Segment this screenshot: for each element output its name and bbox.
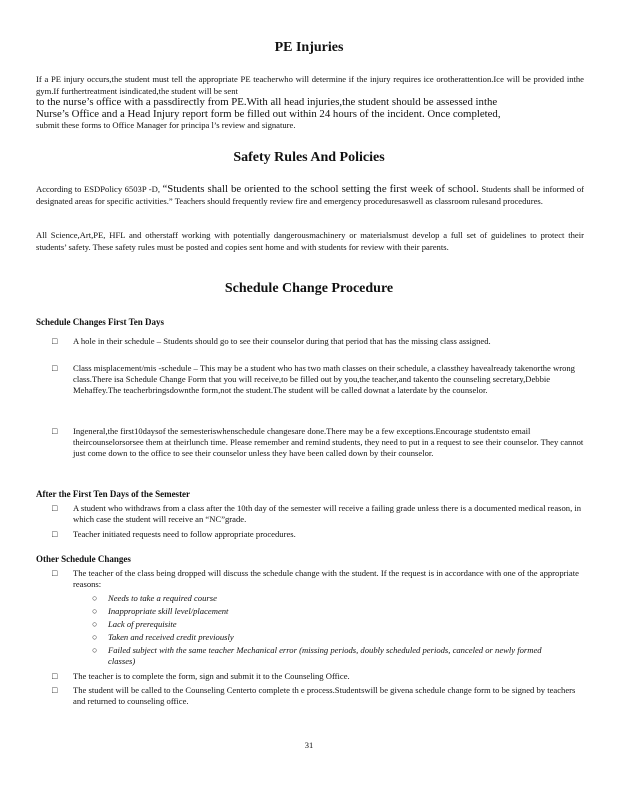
pe-para-line-b: to the nurse’s office with a passdirectly from PE.With all head injuries,the student should be assessed inthe <box>36 96 498 108</box>
reason-text: Failed subject with the same teacher Mechanical error (missing periods, doubly scheduled periods, canceled or newly formed classes) <box>108 645 542 667</box>
reason-text: Needs to take a required course <box>108 593 217 603</box>
list-item <box>52 426 584 476</box>
pe-injuries-paragraph <box>36 74 584 132</box>
checkbox-glyph-icon: □ <box>52 568 58 578</box>
list-item-text: Ingeneral,the first10daysof the semesteriswhenschedule changesare done.There may be a few exceptions.Encourage studentsto email theircounselorsorsee them at theirlunch time. Please remember and remind students, they need to put in a request to see their counselor. They cannot just come down to the office to see their counselor unless they have been called down by their counselor. <box>73 426 584 459</box>
hollow-circle-icon: ○ <box>92 632 98 642</box>
reason-item <box>92 619 542 631</box>
safety-paragraph-2: All Science,Art,PE, HFL and otherstaff working with potentially dangerousmachinery or materialsmust develop a full set of guidelines to protect their students’ safety. These safety rules must be posted and copies sent home and with students for review with their parents. <box>36 230 584 252</box>
list-item-text: Teacher initiated requests need to follow appropriate procedures. <box>73 529 296 539</box>
subheading-after-ten-days: After the First Ten Days of the Semester <box>36 489 191 499</box>
list-item <box>52 685 584 709</box>
list-item-text: A hole in their schedule – Students should go to see their counselor during that period that has the missing class assigned. <box>73 336 491 346</box>
policy-ref: According to ESDPolicy 6503P -D, <box>36 184 161 194</box>
reason-item <box>92 606 542 618</box>
heading-schedule-change: Schedule Change Procedure <box>224 281 394 296</box>
list-item <box>52 529 584 541</box>
list-item <box>52 671 584 683</box>
list-item-text: The teacher of the class being dropped will discuss the schedule change with the student. If the request is in accordance with one of the appropriate reasons: <box>73 568 579 590</box>
list-item-text: A student who withdraws from a class after the 10th day of the semester will receive a failing grade unless there is a documented medical reason, in which case the student will receive an “NC”grade. <box>73 503 582 525</box>
hollow-circle-icon: ○ <box>92 645 98 655</box>
reason-text: Taken and received credit previously <box>108 632 234 642</box>
subheading-first-ten-days: Schedule Changes First Ten Days <box>36 317 165 327</box>
checkbox-glyph-icon: □ <box>52 685 58 695</box>
list-item <box>52 568 584 592</box>
checkbox-glyph-icon: □ <box>52 503 58 513</box>
heading-pe-injuries: PE Injuries <box>274 40 344 55</box>
reason-item <box>92 632 542 644</box>
list-item-text: The teacher is to complete the form, sign and submit it to the Counseling Office. <box>73 671 350 681</box>
hollow-circle-icon: ○ <box>92 593 98 603</box>
safety-paragraph-1 <box>36 184 584 207</box>
list-item-text: The student will be called to the Counseling Centerto complete th e process.Studentswill be givena schedule change form to be signed by teachers and returned to counseling office. <box>73 685 576 707</box>
list-item-text: Class misplacement/mis -schedule – This may be a student who has two math classes on their schedule, a classthey havealready takenorthe wrong class.There isa Schedule Change Form that you will receive,to be filled out by you,the teacher,and takento the counseling secretary,Debbie Mehaffey.The teacherbringsdownthe form,not the student.The student will be called downat a laterdate by the counselor. <box>73 363 575 396</box>
list-item <box>52 336 584 360</box>
subheading-other-changes: Other Schedule Changes <box>36 554 131 564</box>
checkbox-glyph-icon: □ <box>52 363 58 373</box>
pe-para-line-c: Nurse’s Office and a Head Injury report form be filled out within 24 hours of the incident. Once completed, <box>36 107 501 120</box>
list-item <box>52 503 584 527</box>
checkbox-glyph-icon: □ <box>52 336 58 346</box>
reason-item <box>92 593 542 605</box>
hollow-circle-icon: ○ <box>92 606 98 616</box>
policy-quote-1: “Students shall be oriented to the school setting the first week of school. <box>162 183 479 195</box>
hollow-circle-icon: ○ <box>92 619 98 629</box>
page-number: 31 <box>304 740 314 750</box>
heading-safety-rules: Safety Rules And Policies <box>233 150 385 165</box>
checkbox-glyph-icon: □ <box>52 671 58 681</box>
reason-text: Inappropriate skill level/placement <box>108 606 229 616</box>
list-item <box>52 363 584 423</box>
pe-para-line-d: submit these forms to Office Manager for principa l’s review and signature. <box>36 120 296 130</box>
checkbox-glyph-icon: □ <box>52 426 58 436</box>
policy-quote-2: Students shall be informed of designated areas for specific activities.” <box>36 184 584 206</box>
reason-item <box>92 645 542 669</box>
reason-text: Lack of prerequisite <box>108 619 177 629</box>
pe-para-line-a: If a PE injury occurs,the student must tell the appropriate PE teacherwho will determine if the injury requires ice orotherattention.Ice will be provided inthe gym.If furthertreatment isindicated,the student will be sent <box>36 74 584 96</box>
policy-teachers: Teachers should frequently review fire and emergency proceduresaswell as classroom rulesand procedures. <box>174 195 543 206</box>
checkbox-glyph-icon: □ <box>52 529 58 539</box>
